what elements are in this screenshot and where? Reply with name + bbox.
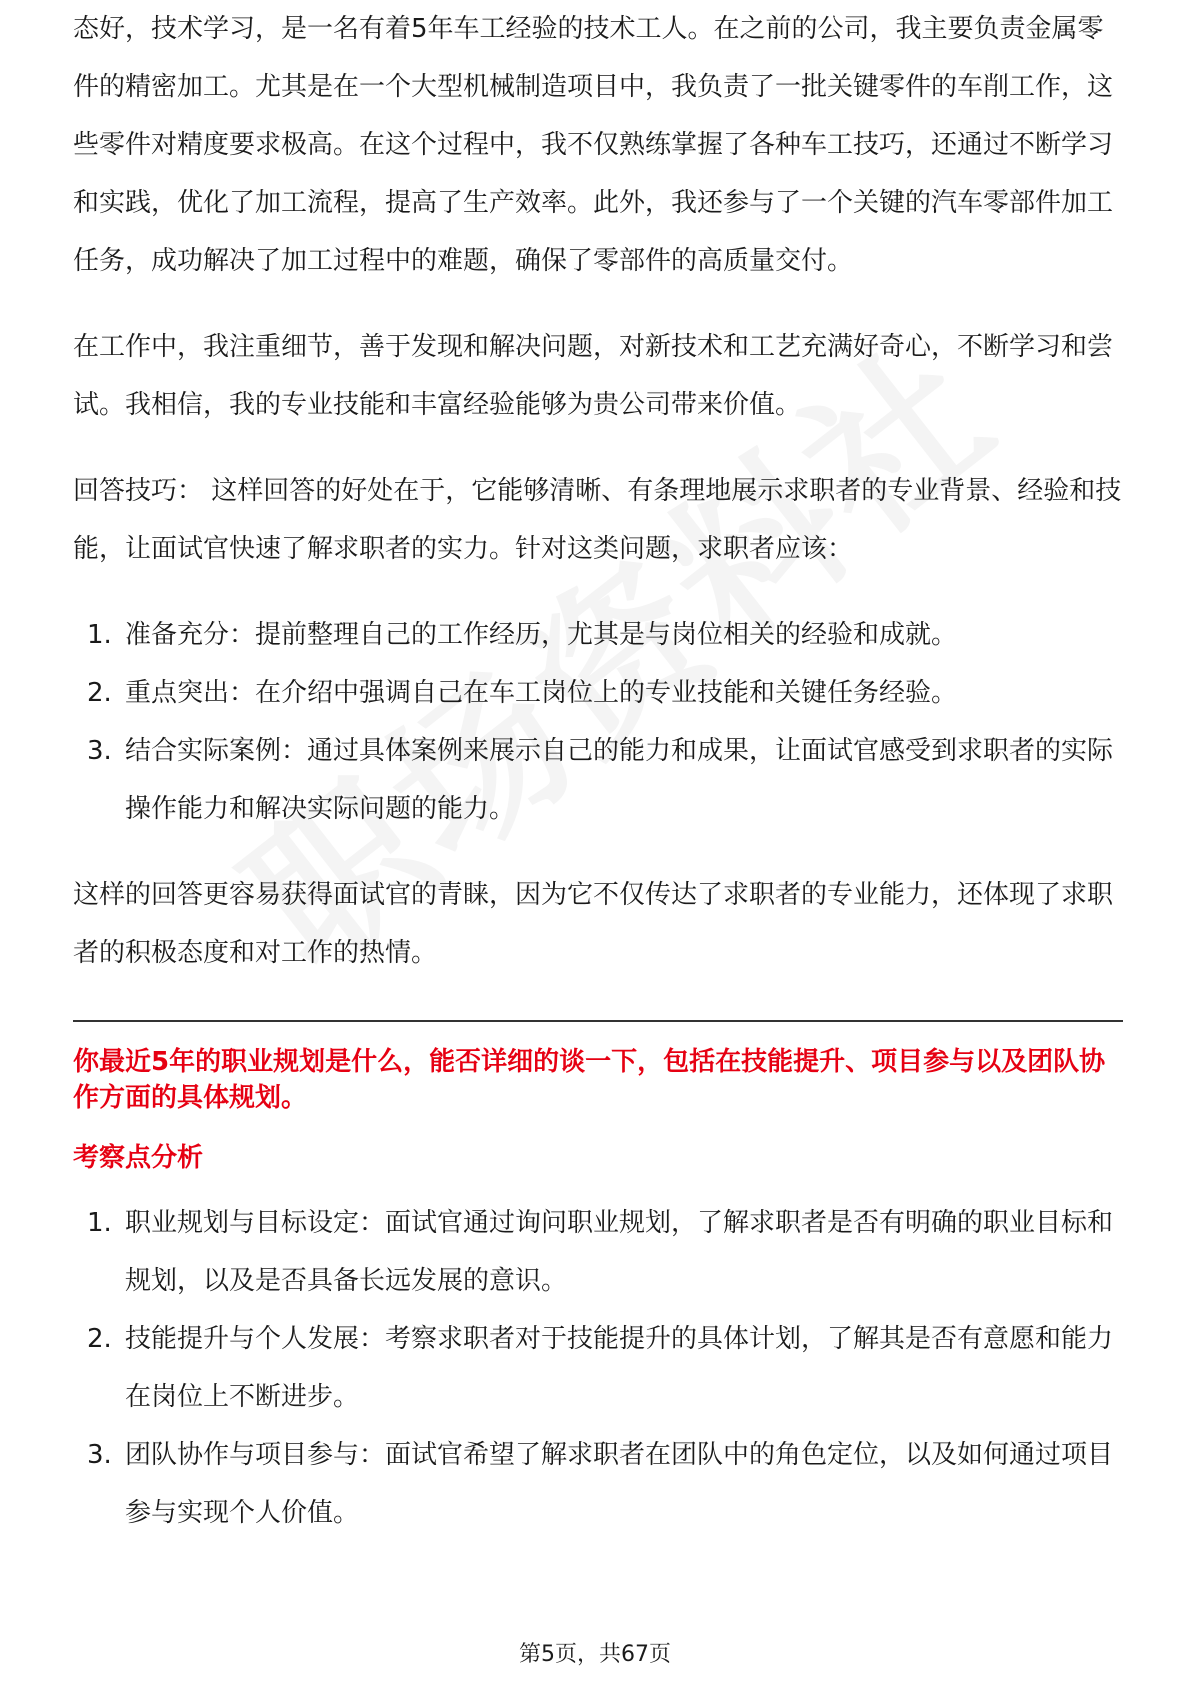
interview-question: 你最近5年的职业规划是什么，能否详细的谈一下，包括在技能提升、项目参与以及团队协作方面的具体规划。 [73, 1047, 1106, 1113]
list-number: 1. [87, 620, 112, 650]
list-item [73, 1194, 1123, 1310]
conclusion-paragraph: 这样的回答更容易获得面试官的青睐，因为它不仅传达了求职者的专业能力，还体现了求职者的积极态度和对工作的热情。 [73, 880, 1114, 968]
list-item-text: 团队协作与项目参与：面试官希望了解求职者在团队中的角色定位，以及如何通过项目参与实现个人价值。 [125, 1440, 1114, 1528]
list-number: 3. [87, 736, 112, 766]
work-paragraph: 在工作中，我注重细节，善于发现和解决问题，对新技术和工艺充满好奇心，不断学习和尝试。我相信，我的专业技能和丰富经验能够为贵公司带来价值。 [73, 332, 1114, 420]
list-item [73, 1426, 1123, 1542]
list-number: 3. [87, 1440, 112, 1470]
list-item-text: 重点突出：在介绍中强调自己在车工岗位上的专业技能和关键任务经验。 [125, 678, 958, 708]
analysis-list [73, 1194, 1123, 1542]
section-divider [73, 1020, 1123, 1022]
tips-list [73, 606, 1123, 838]
list-item-text: 准备充分：提前整理自己的工作经历，尤其是与岗位相关的经验和成就。 [125, 620, 958, 650]
list-item-text: 职业规划与目标设定：面试官通过询问职业规划，了解求职者是否有明确的职业目标和规划，以及是否具备长远发展的意识。 [125, 1208, 1114, 1296]
list-item [73, 606, 1123, 664]
list-number: 1. [87, 1208, 112, 1238]
analysis-heading: 考察点分析 [73, 1143, 204, 1173]
list-item [73, 1310, 1123, 1426]
list-number: 2. [87, 678, 112, 708]
page-footer: 第5页，共67页 [519, 1642, 671, 1667]
document-body [73, 14, 1123, 1542]
list-number: 2. [87, 1324, 112, 1354]
intro-paragraph [73, 0, 1123, 290]
intro-paragraph-text: 态好，技术学习，是一名有着5年车工经验的技术工人。在之前的公司，我主要负责金属零件的精密加工。尤其是在一个大型机械制造项目中，我负责了一批关键零件的车削工作，这些零件对精度要求极高。在这个过程中，我不仅熟练掌握了各种车工技巧，还通过不断学习和实践，优化了加工流程，提高了生产效率。此外，我还参与了一个关键的汽车零部件加工任务，成功解决了加工过程中的难题，确保了零部件的高质量交付。 [73, 14, 1114, 276]
list-item [73, 664, 1123, 722]
list-item [73, 722, 1123, 838]
list-item-text: 结合实际案例：通过具体案例来展示自己的能力和成果，让面试官感受到求职者的实际操作能力和解决实际问题的能力。 [125, 736, 1114, 824]
tips-paragraph: 回答技巧： 这样回答的好处在于，它能够清晰、有条理地展示求职者的专业背景、经验和技能，让面试官快速了解求职者的实力。针对这类问题，求职者应该： [73, 476, 1122, 564]
list-item-text: 技能提升与个人发展：考察求职者对于技能提升的具体计划，了解其是否有意愿和能力在岗位上不断进步。 [125, 1324, 1114, 1412]
